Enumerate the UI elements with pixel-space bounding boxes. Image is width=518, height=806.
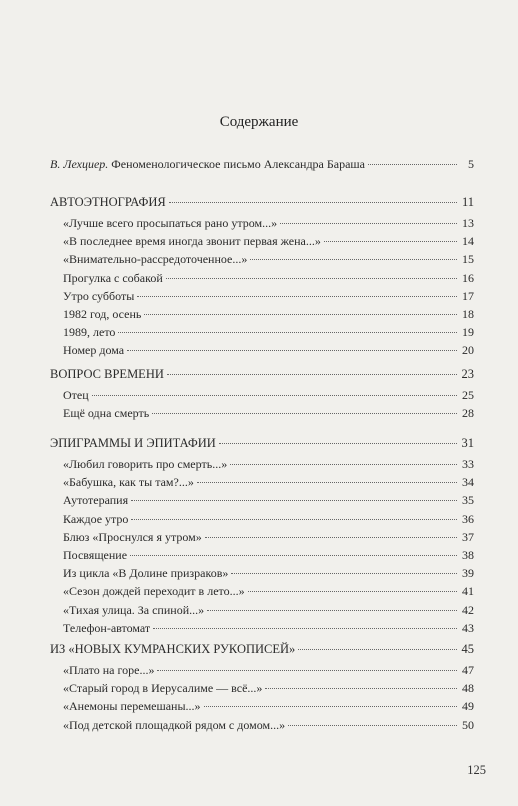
toc-entry-page: 28 bbox=[462, 406, 474, 421]
toc-entry-page: 11 bbox=[461, 195, 474, 209]
dot-leader bbox=[204, 694, 457, 707]
dot-leader bbox=[219, 431, 457, 444]
dot-leader bbox=[118, 320, 457, 333]
toc-entry-label: Из цикла «В Долине призраков» bbox=[63, 566, 229, 581]
dot-leader bbox=[280, 211, 457, 224]
toc-entry-page: 31 bbox=[461, 436, 474, 450]
toc-entry-label: «Бабушка, как ты там?...» bbox=[63, 475, 194, 490]
dot-leader bbox=[207, 598, 457, 611]
toc-entry bbox=[50, 716, 474, 733]
dot-leader bbox=[144, 302, 457, 315]
toc-entry-page: 23 bbox=[461, 367, 474, 381]
toc-entry-label: «Тихая улица. За спиной...» bbox=[63, 602, 205, 617]
toc-entry-label: Блюз «Проснулся я утром» bbox=[63, 529, 202, 544]
toc-entry-page: 19 bbox=[462, 325, 474, 340]
toc-entry-label: «Старый город в Иерусалиме — всё...» bbox=[63, 681, 263, 696]
dot-leader bbox=[230, 452, 457, 465]
toc-entry-title: Феноменологическое письмо Александра Бараша bbox=[111, 157, 365, 171]
dot-leader bbox=[248, 579, 457, 592]
dot-leader bbox=[231, 561, 457, 574]
dot-leader bbox=[137, 284, 457, 297]
dot-leader bbox=[152, 401, 457, 414]
toc-entry-label: «Внимательно-рассредоточенное...» bbox=[63, 252, 248, 267]
toc-entry-page: 25 bbox=[462, 388, 474, 402]
dot-leader bbox=[169, 190, 457, 203]
toc-entry-page: 14 bbox=[462, 234, 474, 249]
dot-leader bbox=[166, 266, 457, 279]
toc-entry-page: 17 bbox=[462, 288, 474, 303]
toc-entry-label: Телефон-автомат bbox=[63, 620, 151, 635]
toc-entry-label: Утро субботы bbox=[63, 288, 135, 303]
toc-entry-page: 38 bbox=[462, 548, 474, 562]
toc-entry-label: ЭПИГРАММЫ И ЭПИТАФИИ bbox=[50, 436, 216, 450]
toc-entry-page: 18 bbox=[462, 307, 474, 321]
toc-entry-label: ИЗ «НОВЫХ КУМРАНСКИХ РУКОПИСЕЙ» bbox=[50, 642, 296, 656]
dot-leader bbox=[131, 507, 457, 520]
toc-entry-author: В. Лехциер. bbox=[50, 157, 109, 171]
toc-entry-page: 48 bbox=[462, 681, 474, 696]
toc-entry-label: ВОПРОС ВРЕМЕНИ bbox=[50, 367, 164, 381]
toc-entry-label: «Лучше всего просыпаться рано утром...» bbox=[63, 216, 278, 230]
toc-entry-page: 35 bbox=[462, 493, 474, 508]
toc-entry-label: 1989, лето bbox=[63, 325, 116, 340]
toc-entry-page: 20 bbox=[462, 343, 474, 358]
toc-entry-label bbox=[50, 156, 365, 173]
dot-leader bbox=[167, 362, 457, 375]
toc-entry-page: 43 bbox=[462, 620, 474, 635]
dot-leader bbox=[131, 488, 457, 501]
dot-leader bbox=[205, 525, 457, 538]
toc-entry bbox=[50, 619, 474, 636]
toc-entry-label: «Анемоны перемешаны...» bbox=[63, 699, 201, 714]
dot-leader bbox=[368, 152, 457, 165]
toc-entry-page: 15 bbox=[462, 252, 474, 267]
toc-entry bbox=[50, 341, 474, 358]
toc-entry-page: 42 bbox=[462, 602, 474, 617]
toc-section-heading bbox=[50, 434, 474, 451]
toc-entry-label: «Сезон дождей переходит в лето...» bbox=[63, 584, 245, 599]
toc-entry-label: АВТОЭТНОГРАФИЯ bbox=[50, 195, 166, 209]
toc-entry-label: Номер дома bbox=[63, 343, 125, 358]
dot-leader bbox=[157, 658, 457, 671]
page-number: 125 bbox=[467, 763, 486, 777]
toc-entry-page: 16 bbox=[462, 270, 474, 285]
dot-leader bbox=[92, 383, 457, 396]
toc-entry bbox=[50, 404, 474, 421]
dot-leader bbox=[250, 247, 457, 260]
toc-entry-label: Ещё одна смерть bbox=[63, 406, 150, 421]
toc-entry-page: 34 bbox=[462, 475, 474, 490]
toc-section-heading bbox=[50, 640, 474, 657]
toc-entry-page: 5 bbox=[468, 157, 474, 171]
toc-entry-page: 47 bbox=[462, 663, 474, 677]
dot-leader bbox=[324, 229, 457, 242]
toc-entry-label: «Плато на горе...» bbox=[63, 663, 155, 677]
toc-entry-page: 41 bbox=[462, 584, 474, 599]
toc-entry-page: 50 bbox=[462, 717, 474, 732]
dot-leader bbox=[127, 338, 457, 351]
toc-entry-page: 37 bbox=[462, 529, 474, 544]
toc-entry-label: 1982 год, осень bbox=[63, 307, 142, 321]
toc-entry-label: «Любил говорить про смерть...» bbox=[63, 457, 228, 471]
toc-entry-label: «В последнее время иногда звонит первая жена...» bbox=[63, 234, 321, 249]
toc-entry-label: Посвящение bbox=[63, 548, 128, 562]
toc-entry-label: Аутотерапия bbox=[63, 493, 129, 508]
toc-entry-label: «Под детской площадкой рядом с домом...» bbox=[63, 717, 286, 732]
toc-entry-label: Прогулка с собакой bbox=[63, 270, 163, 285]
toc-section-heading bbox=[50, 365, 474, 382]
dot-leader bbox=[298, 637, 457, 650]
toc-entry-page: 13 bbox=[462, 216, 474, 230]
dot-leader bbox=[197, 470, 457, 483]
toc-entry-page: 45 bbox=[461, 642, 474, 656]
toc-entry-page: 39 bbox=[462, 566, 474, 581]
dot-leader bbox=[288, 713, 457, 726]
toc-intro-entry bbox=[50, 155, 474, 172]
dot-leader bbox=[130, 543, 457, 556]
toc-section-heading bbox=[50, 193, 474, 210]
dot-leader bbox=[265, 676, 457, 689]
toc-entry-label: Отец bbox=[63, 388, 89, 402]
toc-entry-label: Каждое утро bbox=[63, 511, 129, 526]
page-title: Содержание bbox=[219, 114, 299, 130]
dot-leader bbox=[153, 616, 457, 629]
toc-entry-page: 33 bbox=[462, 457, 474, 471]
toc-entry-page: 49 bbox=[462, 699, 474, 714]
toc-entry-page: 36 bbox=[462, 511, 474, 526]
